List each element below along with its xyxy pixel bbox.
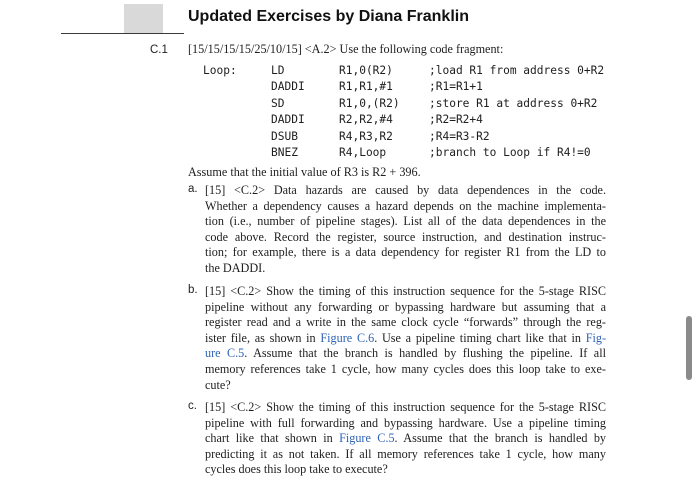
code-comment: ;branch to Loop if R4!=0 [429,145,591,159]
text-line: cute? [205,377,231,392]
code-comment: ;R1=R1+1 [429,80,483,94]
header-rule-extension [163,33,184,34]
text-line [205,331,606,347]
text-fragment: ister file, as shown in [205,330,321,345]
code-opcode: DADDI [271,113,305,127]
part-letter: a. [188,183,198,195]
header-rule [61,33,163,34]
code-opcode: SD [271,96,285,110]
text-fragment: . Use a pipeline timing chart like that in [374,330,586,345]
text-line: pipeline without any forwarding or bypassing hardware but assuming that a [205,299,606,314]
text-fragment: . Assume that the branch is handled by flushing the pipeline. If all [244,346,606,361]
code-opcode: LD [271,64,285,77]
text-line: Whether a dependency causes a hazard depends on the machine implementa- [205,198,606,213]
code-operands: R2,R2,#4 [339,113,393,127]
code-operands: R4,Loop [339,145,387,159]
text-line: code above. Record the register, source instruction, and destination instruc- [205,229,606,244]
code-label: Loop: [203,64,237,77]
text-line: [15] <C.2> Show the timing of this instruction sequence for the 5-stage RISC [205,284,606,298]
code-operands: R4,R3,R2 [339,129,393,143]
text-line: [15] <C.2> Data hazards are caused by data dependences in the code. [205,183,606,197]
text-fragment: . Assume that the branch is handled by [394,431,607,446]
text-line: pipeline with full forwarding and bypassing hardware. Use a pipeline timing [205,415,606,430]
text-fragment: chart like that shown in [205,431,340,446]
text-line: tion; for example, there is a data dependency for register R1 from the LD to [205,245,606,260]
code-opcode: DADDI [271,80,305,94]
figure-c5-link[interactable]: Figure C.5 [339,431,395,446]
code-operands: R1,0,(R2) [339,96,400,110]
vertical-scrollbar[interactable] [686,316,692,380]
code-comment: ;R2=R2+4 [429,113,483,127]
header-decoration-box [124,4,163,34]
text-line: predicting it as not taken. If all memory references take 1 cycle, how many [205,446,606,461]
code-comment: ;R4=R3-R2 [429,129,490,143]
figure-c5-link[interactable]: Fig- [585,330,607,345]
part-text [205,400,606,478]
text-line: tion (i.e., number of pipeline stages). List all of the data dependences in the [205,214,606,229]
text-line [205,431,606,447]
figure-c5-link[interactable]: ure C.5 [205,346,245,361]
code-opcode: DSUB [271,129,298,143]
initial-value-assumption: Assume that the initial value of R3 is R2 + 396. [188,165,421,179]
text-line: the DADDI. [205,260,266,275]
page-title: Updated Exercises by Diana Franklin [188,8,469,25]
part-text [205,284,606,393]
part-text [205,183,606,277]
figure-c6-link[interactable]: Figure C.6 [320,330,375,345]
code-operands: R1,0(R2) [339,64,393,77]
code-opcode: BNEZ [271,145,298,159]
part-letter: c. [188,400,197,412]
text-line: memory references take 1 cycle, how many cycles does this loop take to exe- [205,361,606,376]
text-line: register read and a write in the same clock cycle “forwards” through the reg- [205,315,606,330]
exercise-number: C.1 [150,44,168,56]
code-comment: ;load R1 from address 0+R2 [429,64,605,77]
text-line: [15] <C.2> Show the timing of this instruction sequence for the 5-stage RISC [205,400,606,414]
exercise-intro: [15/15/15/15/25/10/15] <A.2> Use the following code fragment: [188,42,504,56]
text-line [205,346,606,362]
code-comment: ;store R1 at address 0+R2 [429,96,598,110]
text-line: cycles does this loop take to execute? [205,462,388,477]
code-operands: R1,R1,#1 [339,80,393,94]
part-letter: b. [188,284,198,296]
